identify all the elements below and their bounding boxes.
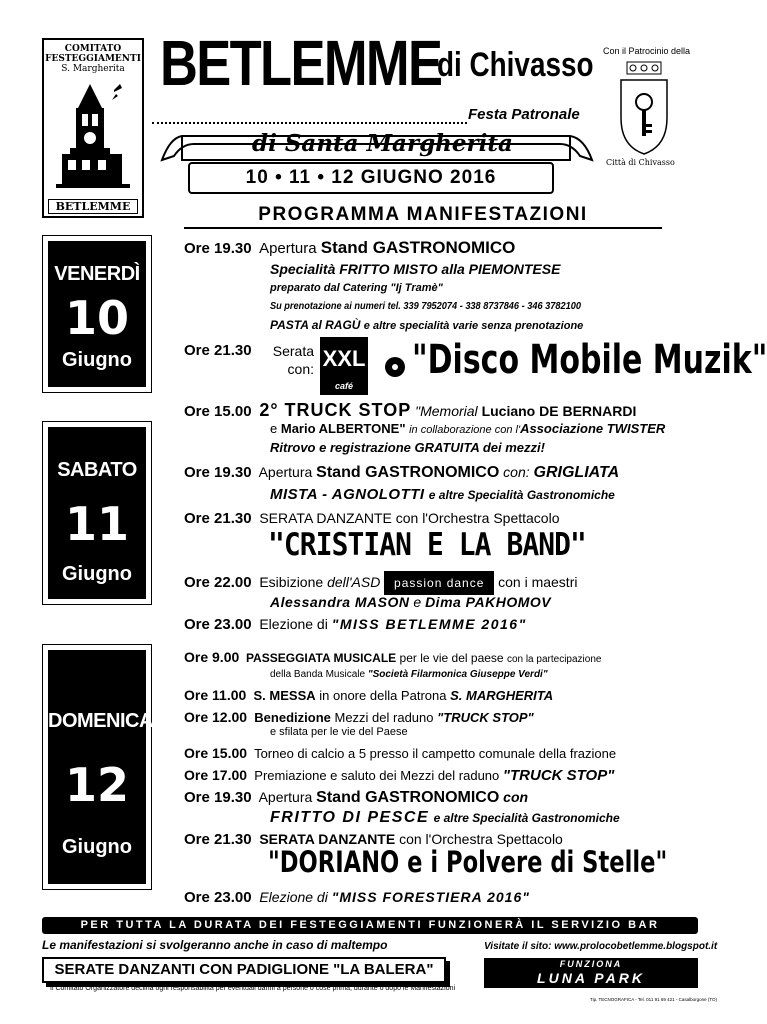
- line-text: GRIGLIATA: [533, 464, 620, 481]
- line-text: Stand GASTRONOMICO: [316, 789, 500, 806]
- line-text: in collaborazione con l': [409, 424, 521, 436]
- website-link[interactable]: Visitate il sito: www.prolocobetlemme.blogspot.it: [484, 941, 718, 952]
- time-label: Ore 15.00: [184, 745, 248, 761]
- program-line: [184, 687, 553, 703]
- program-line: [184, 342, 252, 359]
- day-box-venerdi: [42, 235, 152, 393]
- time-label: Ore 19.30: [184, 789, 252, 806]
- day-number: 10: [64, 291, 129, 345]
- line-text: Premiazione e saluto dei Mezzi del raduno: [254, 768, 500, 783]
- luna-park-label: LUNA PARK: [537, 970, 645, 986]
- day-box-sabato: [42, 421, 152, 605]
- page-subtitle: di Chivasso: [437, 46, 594, 84]
- logo-line-2: FESTEGGIAMENTI: [45, 54, 141, 64]
- day-number: 11: [64, 497, 129, 551]
- bar-service-banner: PER TUTTA LA DURATA DEI FESTEGGIAMENTI FUNZIONERÀ IL SERVIZIO BAR: [42, 917, 698, 934]
- program-line: [184, 510, 560, 527]
- line-text: della Banda Musicale: [270, 669, 366, 680]
- line-text: Elezione di: [259, 616, 328, 632]
- line-text: PASTA al RAGÙ: [270, 318, 361, 332]
- line-text: Luciano DE BERNARDI: [481, 403, 637, 419]
- line-text: Apertura: [258, 464, 313, 480]
- time-label: Ore 21.30: [184, 510, 252, 527]
- passion-dance-logo: passion dance: [384, 571, 494, 595]
- program-line: [270, 669, 548, 680]
- day-name: VENERDÌ: [54, 263, 140, 285]
- luna-park-banner: [484, 958, 698, 988]
- line-text: e: [413, 594, 422, 610]
- day-number: 12: [64, 758, 129, 812]
- program-line: [184, 400, 636, 421]
- line-text: Esibizione: [259, 574, 324, 590]
- program-line: [184, 889, 530, 906]
- disclaimer-text: Il Comitato Organizzatore declina ogni responsabilità per eventuali danni a persone o cose prima, durante o dopo le Manifestazioni: [50, 985, 456, 992]
- line-text: e altre Specialità Gastronomiche: [428, 488, 615, 502]
- program-line: [184, 238, 515, 258]
- time-label: Ore 19.30: [184, 464, 252, 481]
- disco-mobile-title: "Disco Mobile Muzik": [412, 337, 767, 383]
- line-text: "MISS FORESTIERA 2016": [331, 889, 530, 905]
- program-line: [184, 709, 534, 725]
- printer-credit: Tip. TECNOGRAFICA - Tel. 011 91 69 421 - Casalborgone (TO): [590, 997, 718, 1002]
- funziona-label: FUNZIONA: [559, 959, 623, 969]
- line-text: MISTA - AGNOLOTTI: [270, 486, 425, 503]
- time-label: Ore 21.30: [184, 831, 252, 848]
- santa-margherita-label: di Santa Margherita: [252, 130, 513, 157]
- line-text: S. MARGHERITA: [450, 688, 554, 703]
- cristian-band-title: "CRISTIAN E LA BAND": [268, 527, 586, 563]
- line-text: Associazione TWISTER: [520, 421, 666, 436]
- program-line: Su prenotazione ai numeri tel. 339 7952074 - 338 8737846 - 346 3782100: [270, 301, 581, 312]
- line-text: "Società Filarmonica Giuseppe Verdi": [367, 669, 548, 680]
- time-label: Ore 17.00: [184, 767, 248, 783]
- program-line: [270, 342, 314, 378]
- line-text: 2° TRUCK STOP: [259, 400, 412, 420]
- line-text: Alessandra MASON: [270, 594, 410, 610]
- line-text: con:: [503, 464, 530, 480]
- festa-label: Festa Patronale: [468, 106, 580, 123]
- line-text: con: [399, 831, 422, 847]
- line-text: FRITTO DI PESCE: [270, 809, 430, 826]
- line-text: "TRUCK STOP": [502, 767, 615, 784]
- line-text: Benedizione: [254, 710, 331, 725]
- line-text: l'Orchestra Spettacolo: [425, 831, 563, 847]
- line-text: con:: [287, 361, 314, 377]
- program-line: Ritrovo e registrazione GRATUITA dei mezzi!: [270, 440, 545, 455]
- xxl-cafe-logo: [320, 337, 368, 395]
- line-text: SERATA DANZANTE: [259, 831, 396, 847]
- line-text: Dima PAKHOMOV: [425, 594, 552, 610]
- program-line: [184, 745, 616, 761]
- patrocinio-label: Con il Patrocinio della: [603, 46, 691, 56]
- day-name: SABATO: [57, 459, 137, 481]
- line-text: con: [503, 789, 529, 805]
- xxl-text: XXL: [322, 346, 366, 371]
- bell-tower-icon: [52, 82, 134, 190]
- program-line: [270, 486, 615, 503]
- logo-line-1: COMITATO: [64, 44, 122, 54]
- doriano-title: "DORIANO e i Polvere di Stelle": [268, 845, 668, 879]
- logo-line-3: S. Margherita: [61, 64, 125, 74]
- event-dates: 10 • 11 • 12 GIUGNO 2016: [188, 162, 554, 194]
- day-month: Giugno: [62, 349, 132, 371]
- city-crest-icon: [615, 58, 673, 158]
- day-name: DOMENICA: [48, 710, 153, 732]
- line-text: Serata: [272, 343, 314, 359]
- logo-bottom-label: BETLEMME: [48, 199, 138, 214]
- serate-danzanti-banner: SERATE DANZANTI CON PADIGLIONE "LA BALERA": [42, 957, 446, 983]
- time-label: Ore 23.00: [184, 616, 252, 633]
- line-text: Stand GASTRONOMICO: [320, 238, 516, 257]
- vinyl-icon: [383, 355, 407, 379]
- time-label: Ore 12.00: [184, 709, 248, 725]
- line-text: PASSEGGIATA MUSICALE: [245, 651, 397, 665]
- time-label: Ore 19.30: [184, 240, 252, 257]
- line-text: e: [270, 421, 278, 436]
- line-text: SERATA DANZANTE con l'Orchestra Spettacolo: [259, 510, 560, 526]
- program-line: Specialità FRITTO MISTO alla PIEMONTESE: [270, 261, 561, 277]
- program-line: [184, 616, 527, 633]
- program-line: [184, 649, 601, 665]
- line-text: Mezzi del raduno: [334, 710, 434, 725]
- line-text: Mario ALBERTONE": [280, 421, 406, 436]
- page-title: BETLEMME: [160, 27, 442, 99]
- line-text: per le vie del paese: [399, 651, 504, 665]
- maltempo-note: Le manifestazioni si svolgeranno anche in caso di maltempo: [42, 938, 388, 952]
- time-label: Ore 21.30: [184, 342, 252, 359]
- line-text: Apertura: [259, 240, 317, 257]
- day-box-domenica: [42, 644, 152, 890]
- program-line: [184, 464, 619, 482]
- program-line: [184, 767, 614, 784]
- program-title: PROGRAMMA MANIFESTAZIONI: [184, 203, 662, 229]
- line-text: Torneo di calcio a 5 presso il campetto comunale della frazione: [254, 746, 617, 761]
- citta-label: Città di Chivasso: [606, 158, 675, 167]
- time-label: Ore 15.00: [184, 403, 252, 420]
- line-text: Elezione di: [259, 889, 328, 905]
- line-text: S. MESSA: [253, 688, 316, 703]
- program-line: [270, 809, 620, 827]
- line-text: "TRUCK STOP": [437, 710, 534, 725]
- line-text: con la partecipazione: [506, 654, 602, 665]
- program-line: e sfilata per le vie del Paese: [270, 726, 408, 738]
- line-text: in onore della Patrona: [319, 688, 447, 703]
- line-text: e altre Specialità Gastronomiche: [433, 811, 620, 825]
- dotted-leader: [152, 108, 467, 124]
- day-month: Giugno: [62, 836, 132, 858]
- program-line: [184, 789, 528, 807]
- line-text: Stand GASTRONOMICO: [316, 464, 500, 481]
- day-month: Giugno: [62, 563, 132, 585]
- committee-logo: [42, 38, 144, 218]
- program-line: [270, 318, 583, 332]
- line-text: "MISS BETLEMME 2016": [331, 616, 527, 632]
- program-line: [270, 594, 551, 610]
- xxl-sub: café: [334, 381, 353, 391]
- program-line: [270, 421, 665, 436]
- line-text: Apertura: [258, 789, 313, 805]
- line-text: "Memorial: [415, 403, 478, 419]
- line-text: con i maestri: [498, 574, 578, 590]
- program-line: [184, 571, 577, 595]
- time-label: Ore 23.00: [184, 889, 252, 906]
- program-line: preparato dal Catering "Ij Tramè": [270, 282, 443, 294]
- line-text: dell'ASD: [327, 574, 381, 590]
- time-label: Ore 11.00: [184, 687, 247, 703]
- time-label: Ore 9.00: [184, 649, 240, 665]
- time-label: Ore 22.00: [184, 574, 252, 591]
- line-text: e altre specialità varie senza prenotazione: [363, 320, 584, 332]
